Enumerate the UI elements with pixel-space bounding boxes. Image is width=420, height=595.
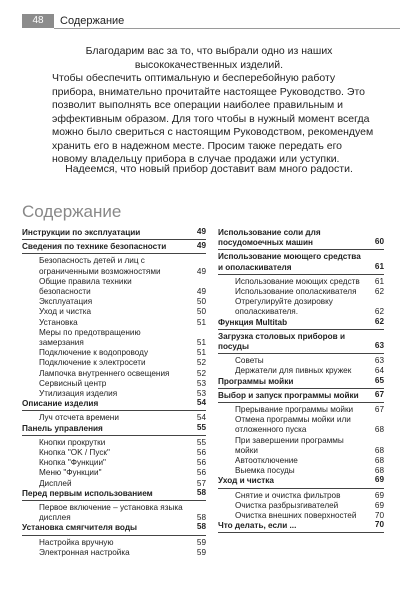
toc-entry-page: 59 [196,537,206,547]
toc-entry-title: Использование соли для посудомоечных машин [218,228,321,248]
toc-entry-title: Выбор и запуск программы мойки [218,390,359,400]
toc-entry-title: Программы мойки [218,376,294,386]
toc-section-entry [22,228,206,240]
toc-entry-page: 49 [196,241,206,251]
toc-section-entry [218,332,384,354]
toc-entry-title: Прерывание программы мойки [235,405,354,415]
toc-entry-page: 69 [374,500,384,510]
toc-entry-page: 70 [374,511,384,521]
toc-subsection-entry [22,448,206,458]
header-divider [54,28,400,29]
toc-section-entry [22,424,206,436]
toc-entry-page: 68 [374,466,384,476]
toc-entry-title: Меню "Функции" [39,468,102,478]
toc-subsection-entry [22,379,206,389]
toc-entry-page: 49 [196,227,206,236]
toc-section-entry [218,318,384,330]
toc-entry-title: Безопасность детей и лиц с ограниченными возможностями [39,256,161,276]
toc-entry-title: Отрегулируйте дозировку ополаскивателя. [235,297,333,317]
toc-entry-title: Подключение к водопроводу [39,348,149,358]
toc-section-entry [218,521,384,533]
toc-entry-title: Что делать, если ... [218,521,297,531]
toc-subsection-entry [22,277,206,297]
toc-subsection-entry [22,318,206,328]
toc-section-entry [218,228,384,250]
toc-subsection-entry [22,479,206,489]
toc-entry-page: 55 [196,422,206,432]
toc-entry-title: Перед первым использованием [22,488,153,498]
toc-subsection-entry [218,456,384,466]
toc-subsection-entry [22,413,206,423]
toc-entry-title: Использование моющих средств [235,276,360,286]
toc-subsection-entry [22,307,206,317]
toc-subsection-entry [22,438,206,448]
toc-entry-page: 52 [196,368,206,378]
toc-subsection-entry [22,348,206,358]
toc-entry-page: 69 [374,490,384,500]
toc-section-entry [22,242,206,254]
toc-entry-title: Уход и чистка [39,307,92,317]
toc-entry-title: Сведения по технике безопасности [22,242,167,252]
toc-entry-title: Кнопки прокрутки [39,437,106,447]
toc-subsection-entry [218,436,384,456]
toc-entry-title: Панель управления [22,423,103,433]
toc-entry-page: 57 [196,478,206,488]
toc-entry-page: 51 [196,338,206,348]
toc-subsection-entry [218,356,384,366]
toc-subsection-entry [218,366,384,376]
toc-entry-title: Очистка разбрызгивателей [235,500,339,510]
toc-subsection-entry [22,538,206,548]
toc-section-entry [218,377,384,389]
toc-subsection-entry [218,277,384,287]
toc-entry-title: Дисплей [39,478,72,488]
toc-entry-title: Использование моющего средства и ополаскивателя [218,252,361,272]
toc-entry-page: 51 [196,348,206,358]
toc-entry-title: Очистка внешних поверхностей [235,511,357,521]
toc-entry-page: 56 [196,458,206,468]
toc-entry-page: 60 [374,237,384,247]
toc-entry-page: 59 [196,547,206,557]
toc-entry-page: 67 [374,405,384,415]
toc-entry-title: Лампочка внутреннего освещения [39,368,170,378]
toc-entry-page: 61 [374,276,384,286]
toc-section-entry [22,489,206,501]
toc-entry-page: 56 [196,468,206,478]
toc-entry-page: 62 [374,316,384,326]
toc-entry-title: Установка [39,317,78,327]
toc-subsection-entry [22,503,206,523]
toc-heading: Содержание [22,202,122,221]
toc-entry-page: 68 [374,445,384,455]
toc-entry-page: 67 [374,389,384,399]
toc-entry-page: 58 [196,513,206,523]
toc-entry-page: 70 [374,520,384,530]
toc-section-entry [22,399,206,411]
toc-entry-page: 50 [196,307,206,317]
toc-section-entry [218,252,384,274]
toc-entry-title: Автоотключение [235,456,298,466]
toc-entry-title: Общие правила техники безопасности [39,276,132,297]
toc-entry-title: Луч отсчета времени [39,413,119,423]
toc-section-entry [218,391,384,403]
toc-entry-title: Держатели для пивных кружек [235,366,352,376]
toc-entry-page: 68 [374,456,384,466]
toc-entry-page: 63 [374,341,384,351]
toc-entry-title: Отмена программы мойки или отложенного пуска [235,415,351,435]
toc-entry-title: Уход и чистка [218,476,274,486]
toc-entry-page: 64 [374,366,384,376]
toc-entry-title: Советы [235,356,264,366]
toc-entry-title: При завершении программы мойки [235,435,344,455]
toc-entry-page: 58 [196,522,206,532]
toc-entry-page: 51 [196,317,206,327]
toc-entry-title: Установка смягчителя воды [22,523,138,533]
toc-entry-title: Кнопка "OK / Пуск" [39,448,110,458]
toc-section-entry [218,476,384,488]
toc-entry-page: 62 [374,307,384,317]
toc-entry-title: Кнопка "Функции" [39,458,106,468]
toc-entry-page: 52 [196,358,206,368]
toc-entry-title: Подключение к электросети [39,358,146,368]
toc-entry-page: 54 [196,413,206,423]
toc-right-column [218,228,384,535]
toc-entry-page: 53 [196,378,206,388]
toc-subsection-entry [218,491,384,501]
toc-entry-title: Использование ополаскивателя [235,287,357,297]
toc-subsection-entry [22,458,206,468]
toc-subsection-entry [22,297,206,307]
toc-entry-title: Выемка посуды [235,466,295,476]
toc-subsection-entry [22,468,206,478]
toc-entry-title: Настройка вручную [39,537,114,547]
intro-thanks: Благодарим вас за то, что выбрали одно из наших высококачественных изделий. [85,45,333,71]
intro-closing: Надеемся, что новый прибор доставит вам много радости. [65,163,353,175]
toc-entry-title: Описание изделия [22,399,99,409]
toc-subsection-entry [218,511,384,521]
toc-entry-title: Электронная настройка [39,547,130,557]
toc-entry-page: 49 [196,287,206,297]
toc-entry-page: 58 [196,487,206,497]
toc-entry-page: 53 [196,389,206,399]
toc-subsection-entry [218,405,384,415]
toc-entry-title: Загрузка столовых приборов и посуды [218,331,346,352]
toc-left-column [22,228,206,558]
page-header-title: Содержание [60,15,125,27]
toc-entry-title: Снятие и очистка фильтров [235,490,341,500]
toc-subsection-entry [22,256,206,276]
toc-subsection-entry [218,466,384,476]
toc-subsection-entry [22,389,206,399]
toc-entry-page: 69 [374,475,384,485]
toc-subsection-entry [22,369,206,379]
toc-entry-title: Функция Multitab [218,317,288,327]
toc-entry-title: Эксплуатация [39,297,93,307]
toc-subsection-entry [22,358,206,368]
toc-entry-title: Сервисный центр [39,378,107,388]
toc-entry-title: Меры по предотвращению замерзания [39,327,141,348]
toc-entry-title: Первое включение – установка языка дисплея [39,503,183,523]
toc-subsection-entry [218,287,384,297]
toc-entry-page: 54 [196,398,206,408]
toc-subsection-entry [22,548,206,558]
intro-instructions: Чтобы обеспечить оптимальную и бесперебойную работу прибора, внимательно прочитайте настоящее Руководство. Это позволит выполнять все операции наиболее правильным и эффективным образом. Для того чтобы в нужный момент всегда можно было свериться с настоящим Руководством, рекомендуем хранить его в надежном месте. Просим также передать его новому владельцу прибора в случае продажи или уступки. [52,72,374,165]
page-number: 48 [22,14,54,28]
toc-subsection-entry [218,297,384,317]
toc-subsection-entry [22,328,206,348]
toc-entry-page: 49 [196,266,206,276]
toc-subsection-entry [218,415,384,435]
toc-entry-page: 61 [374,261,384,271]
toc-entry-title: Утилизация изделия [39,389,118,399]
toc-entry-page: 50 [196,297,206,307]
toc-entry-page: 62 [374,287,384,297]
toc-subsection-entry [218,501,384,511]
toc-entry-page: 56 [196,448,206,458]
toc-section-entry [22,523,206,535]
toc-entry-page: 68 [374,425,384,435]
toc-entry-page: 55 [196,437,206,447]
toc-entry-title: Инструкции по эксплуатации [22,228,141,237]
toc-entry-page: 63 [374,356,384,366]
toc-entry-page: 65 [374,375,384,385]
